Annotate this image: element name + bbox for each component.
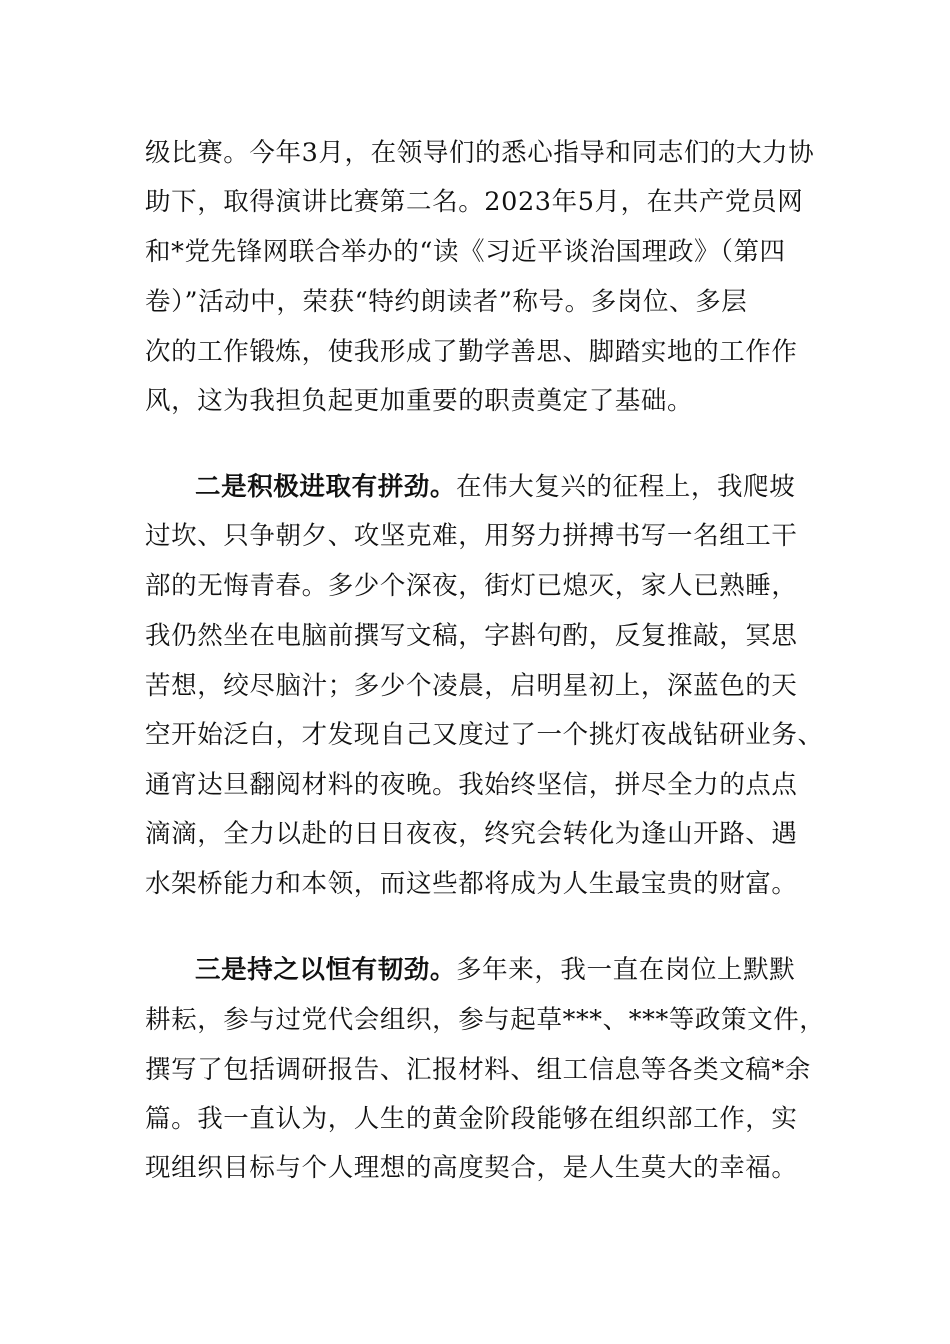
paragraph-line: 篇。我一直认为，人生的黄金阶段能够在组织部工作，实 [145, 1104, 798, 1134]
paragraph-line: 通宵达旦翻阅材料的夜晚。我始终坚信，拼尽全力的点点 [145, 770, 798, 800]
paragraph-line: 水架桥能力和本领，而这些都将成为人生最宝贵的财富。 [145, 869, 798, 899]
paragraph-heading: 三是持之以恒有韧劲。 [195, 955, 457, 985]
paragraph-first-line [195, 467, 875, 507]
paragraph-line: 风，这为我担负起更加重要的职责奠定了基础。 [145, 386, 694, 416]
paragraph-line: 现组织目标与个人理想的高度契合，是人生莫大的幸福。 [145, 1153, 798, 1183]
paragraph-line: 我仍然坐在电脑前撰写文稿，字斟句酌，反复推敲，冥思 [145, 621, 798, 651]
paragraph-line: 和*党先锋网联合举办的“读《习近平谈治国理政》（第四 [145, 237, 786, 267]
paragraph-heading: 二是积极进取有拼劲。 [195, 472, 457, 502]
paragraph-text: 多年来，我一直在岗位上默默 [456, 955, 796, 985]
paragraph-line: 助下，取得演讲比赛第二名。2023年5月，在共产党员网 [145, 187, 804, 217]
paragraph-line: 耕耘，参与过党代会组织，参与起草***、***等政策文件， [145, 1005, 826, 1035]
paragraph-line: 空开始泛白，才发现自己又度过了一个挑灯夜战钻研业务、 [145, 720, 824, 750]
paragraph-line: 苦想，绞尽脑汁；多少个凌晨，启明星初上，深蓝色的天 [145, 671, 798, 701]
paragraph-line: 次的工作锻炼，使我形成了勤学善思、脚踏实地的工作作 [145, 337, 798, 367]
paragraph-line: 撰写了包括调研报告、汇报材料、组工信息等各类文稿*余 [145, 1055, 811, 1085]
paragraph-line: 过坎、只争朝夕、攻坚克难，用努力拼搏书写一名组工干 [145, 521, 798, 551]
paragraph-line: 滴滴，全力以赴的日日夜夜，终究会转化为逢山开路、遇 [145, 819, 798, 849]
paragraph-line: 部的无悔青春。多少个深夜，街灯已熄灭，家人已熟睡， [145, 571, 798, 601]
paragraph-text: 在伟大复兴的征程上，我爬坡 [456, 472, 796, 502]
paragraph-line: 卷）”活动中，荣获“特约朗读者”称号。多岗位、多层 [145, 287, 748, 317]
paragraph-line: 级比赛。今年3月，在领导们的悉心指导和同志们的大力协 [145, 138, 815, 168]
paragraph-first-line [195, 950, 875, 990]
